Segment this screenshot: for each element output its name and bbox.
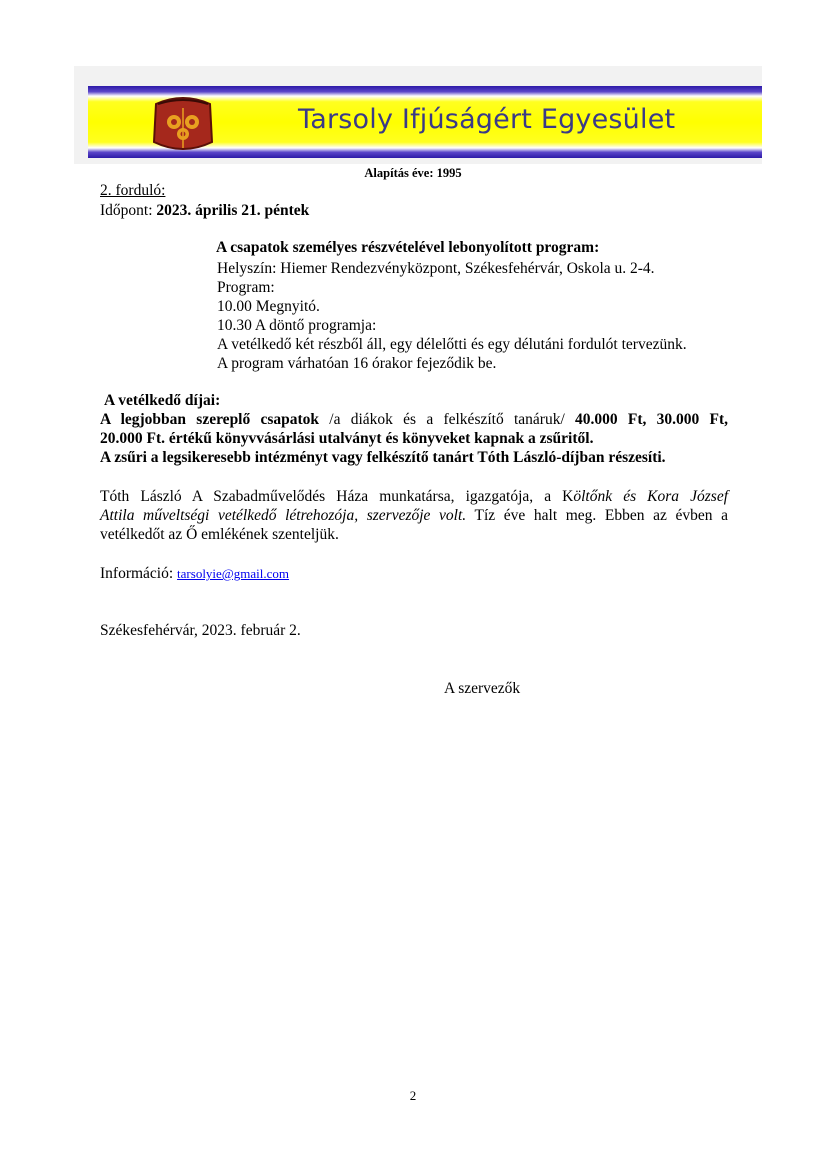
memorial-line-3: vetélkedőt az Ő emlékének szenteljük.	[100, 526, 339, 543]
tarsoly-bag-logo-icon	[150, 90, 216, 154]
memorial-italic: Attila műveltségi vetélkedő létrehozója, szervezője volt.	[100, 507, 467, 524]
banner-stripe	[88, 86, 762, 158]
program-line: A vetélkedő két részből áll, egy délelőtti és egy délutáni fordulót tervezünk.	[217, 336, 687, 353]
program-line: Helyszín: Hiemer Rendezvényközpont, Székesfehérvár, Oskola u. 2-4.	[217, 260, 655, 277]
prizes-amounts: 40.000 Ft, 30.000 Ft,	[575, 411, 729, 428]
program-line: 10.30 A döntő programja:	[217, 317, 377, 334]
founded-year: Alapítás éve: 1995	[364, 166, 462, 180]
memorial-text: Tóth László A Szabadművelődés Háza munkatársa, igazgatója, a K	[100, 488, 574, 505]
info-line	[100, 565, 289, 583]
prizes-teams-desc: /a diákok és a felkészítő tanáruk/	[319, 411, 575, 428]
program-line: 10.00 Megnyitó.	[217, 298, 320, 315]
round-label: 2. forduló:	[100, 182, 166, 199]
page-number: 2	[409, 1088, 417, 1103]
memorial-line-2	[100, 507, 728, 525]
time-label: Időpont:	[100, 202, 157, 219]
memorial-line-1	[100, 488, 728, 506]
signature: A szervezők	[444, 680, 521, 697]
memorial-text: Tíz éve halt meg. Ebben az évben a	[466, 507, 728, 524]
email-link[interactable]: tarsolyie@gmail.com	[177, 566, 290, 581]
place-date: Székesfehérvár, 2023. február 2.	[100, 622, 301, 639]
prizes-line-1	[100, 411, 728, 429]
memorial-title-italic: öltőnk és Kora József	[573, 488, 729, 505]
round-time	[100, 202, 309, 220]
prizes-line-2: 20.000 Ft. értékű könyvvásárlási utalványt és könyveket kapnak a zsűritől.	[100, 430, 594, 447]
prizes-heading: A vetélkedő díjai:	[104, 392, 221, 409]
banner-title: Tarsoly Ifjúságért Egyesület	[298, 104, 676, 135]
time-value: 2023. április 21. péntek	[156, 202, 310, 219]
info-label: Információ:	[100, 565, 178, 582]
program-line: A program várhatóan 16 órakor fejeződik be.	[217, 355, 497, 372]
program-line: Program:	[217, 279, 275, 296]
header-banner	[74, 66, 762, 164]
prizes-teams: A legjobban szereplő csapatok	[100, 411, 320, 428]
program-heading: A csapatok személyes részvételével lebonyolított program:	[216, 239, 600, 256]
prizes-line-3: A zsűri a legsikeresebb intézményt vagy felkészítő tanárt Tóth László-díjban részesíti.	[100, 449, 666, 466]
